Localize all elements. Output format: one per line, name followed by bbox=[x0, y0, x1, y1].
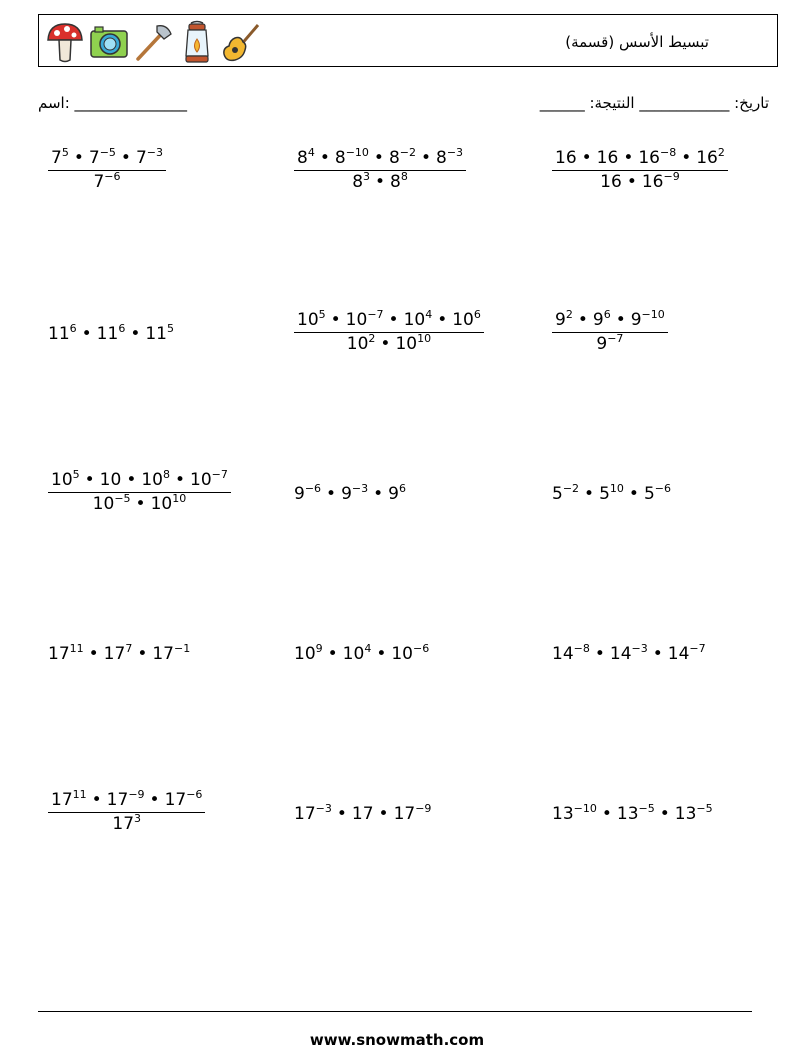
base: 17 bbox=[393, 804, 416, 824]
fraction bbox=[552, 308, 668, 354]
numerator bbox=[294, 146, 466, 171]
base: 10 bbox=[403, 310, 426, 330]
header-box bbox=[38, 14, 778, 67]
numerator bbox=[48, 788, 205, 813]
base: 9 bbox=[555, 310, 566, 330]
base: 11 bbox=[96, 324, 119, 344]
exponent: 4 bbox=[307, 146, 315, 159]
exponent: 7 bbox=[125, 642, 133, 655]
axe-icon bbox=[133, 20, 173, 64]
fraction bbox=[294, 308, 484, 354]
problem-9 bbox=[552, 482, 671, 504]
numerator bbox=[48, 468, 231, 493]
exponent: −9 bbox=[415, 802, 432, 815]
exponent: −7 bbox=[367, 308, 384, 321]
exponent: 2 bbox=[565, 308, 573, 321]
exponent: −3 bbox=[351, 482, 369, 495]
multiply-dot: • bbox=[380, 334, 391, 354]
exponent: 8 bbox=[162, 468, 170, 481]
exponent: −3 bbox=[446, 146, 464, 159]
base: 10 bbox=[342, 644, 365, 664]
date-score-field: ______ :تاريخ: ____________ النتيجة bbox=[539, 94, 769, 112]
exponent: −7 bbox=[689, 642, 706, 655]
exponent: 4 bbox=[364, 642, 372, 655]
multiply-dot: • bbox=[319, 148, 330, 168]
denominator bbox=[552, 333, 668, 353]
exponent: −6 bbox=[304, 482, 322, 495]
base: 9 bbox=[341, 484, 352, 504]
base: 13 bbox=[674, 804, 697, 824]
base: 7 bbox=[51, 148, 62, 168]
fraction bbox=[552, 146, 728, 192]
denominator bbox=[48, 493, 231, 513]
denominator bbox=[294, 171, 466, 191]
exponent: 10 bbox=[417, 332, 432, 345]
base: 9 bbox=[388, 484, 399, 504]
multiply-dot: • bbox=[73, 148, 84, 168]
base: 5 bbox=[643, 484, 655, 504]
base: 5 bbox=[552, 484, 563, 504]
base: 5 bbox=[599, 484, 610, 504]
multiply-dot: • bbox=[615, 310, 626, 330]
denominator bbox=[48, 813, 205, 833]
base: 10 bbox=[92, 494, 115, 514]
fraction bbox=[48, 468, 231, 514]
camera-icon bbox=[89, 20, 129, 64]
icon-strip bbox=[45, 19, 261, 65]
exponent: −10 bbox=[573, 802, 597, 815]
footer-divider bbox=[38, 1011, 752, 1012]
base: 7 bbox=[135, 148, 147, 168]
exponent: 9 bbox=[315, 642, 323, 655]
exponent: −8 bbox=[573, 642, 590, 655]
multiply-dot: • bbox=[378, 804, 389, 824]
base: 8 bbox=[390, 172, 401, 192]
base: 16 bbox=[638, 148, 660, 168]
exponent: −9 bbox=[128, 788, 145, 801]
base: 10 bbox=[150, 494, 173, 514]
base: 16 bbox=[600, 172, 622, 192]
problem-8 bbox=[294, 482, 406, 504]
problem-14 bbox=[294, 802, 432, 824]
multiply-dot: • bbox=[81, 324, 92, 344]
exponent: 3 bbox=[134, 812, 142, 825]
base: 8 bbox=[352, 172, 364, 192]
exponent: 6 bbox=[473, 308, 481, 321]
multiply-dot: • bbox=[594, 644, 605, 664]
multiply-dot: • bbox=[174, 470, 186, 490]
exponent: 11 bbox=[69, 642, 84, 655]
multiply-dot: • bbox=[623, 148, 634, 168]
exponent: 2 bbox=[717, 146, 725, 159]
problem-6 bbox=[552, 308, 668, 354]
base: 17 bbox=[112, 814, 135, 834]
base: 11 bbox=[145, 324, 167, 344]
multiply-dot: • bbox=[330, 310, 341, 330]
base: 16 bbox=[555, 148, 577, 168]
exponent: −3 bbox=[146, 146, 163, 159]
base: 14 bbox=[552, 644, 574, 664]
problem-4 bbox=[48, 322, 174, 344]
multiply-dot: • bbox=[376, 644, 387, 664]
multiply-dot: • bbox=[375, 172, 386, 192]
worksheet-title: تبسيط الأسس (قسمة) bbox=[565, 33, 709, 51]
base: 13 bbox=[616, 804, 639, 824]
exponent: −3 bbox=[315, 802, 332, 815]
exponent: 6 bbox=[398, 482, 406, 495]
denominator bbox=[294, 333, 484, 353]
base: 10 bbox=[190, 470, 212, 490]
exponent: 6 bbox=[118, 322, 126, 335]
multiply-dot: • bbox=[88, 644, 99, 664]
base: 8 bbox=[334, 148, 346, 168]
base: 10 bbox=[141, 470, 163, 490]
exponent: −10 bbox=[345, 146, 369, 159]
multiply-dot: • bbox=[626, 172, 637, 192]
multiply-dot: • bbox=[659, 804, 670, 824]
exponent: 5 bbox=[166, 322, 174, 335]
base: 7 bbox=[93, 172, 105, 192]
problem-10 bbox=[48, 642, 191, 664]
problem-13 bbox=[48, 788, 205, 834]
base: 10 bbox=[297, 310, 319, 330]
base: 17 bbox=[294, 804, 316, 824]
exponent: −5 bbox=[99, 146, 116, 159]
denominator bbox=[48, 171, 166, 191]
base: 16 bbox=[696, 148, 718, 168]
problem-7 bbox=[48, 468, 231, 514]
multiply-dot: • bbox=[135, 494, 146, 514]
exponent: −5 bbox=[696, 802, 713, 815]
numerator bbox=[294, 308, 484, 333]
multiply-dot: • bbox=[628, 484, 639, 504]
multiply-dot: • bbox=[84, 470, 95, 490]
exponent: −9 bbox=[663, 170, 680, 183]
base: 14 bbox=[609, 644, 632, 664]
exponent: −7 bbox=[607, 332, 624, 345]
numerator bbox=[552, 146, 728, 171]
multiply-dot: • bbox=[388, 310, 399, 330]
exponent: −6 bbox=[412, 642, 430, 655]
exponent: −2 bbox=[399, 146, 416, 159]
multiply-dot: • bbox=[373, 484, 384, 504]
name-field: اسم: _______________ bbox=[38, 94, 188, 112]
base: 16 bbox=[641, 172, 664, 192]
base: 17 bbox=[51, 790, 73, 810]
guitar-icon bbox=[221, 20, 261, 64]
exponent: −10 bbox=[641, 308, 665, 321]
base: 17 bbox=[351, 804, 374, 824]
base: 10 bbox=[99, 470, 122, 490]
base: 10 bbox=[294, 644, 316, 664]
base: 10 bbox=[345, 310, 368, 330]
multiply-dot: • bbox=[681, 148, 692, 168]
exponent: 5 bbox=[61, 146, 69, 159]
base: 11 bbox=[48, 324, 70, 344]
multiply-dot: • bbox=[584, 484, 595, 504]
exponent: −3 bbox=[631, 642, 648, 655]
multiply-dot: • bbox=[652, 644, 663, 664]
denominator bbox=[552, 171, 728, 191]
exponent: 11 bbox=[72, 788, 87, 801]
problem-1 bbox=[48, 146, 166, 192]
base: 9 bbox=[294, 484, 305, 504]
multiply-dot: • bbox=[601, 804, 612, 824]
multiply-dot: • bbox=[149, 790, 160, 810]
base: 9 bbox=[592, 310, 604, 330]
base: 9 bbox=[596, 334, 608, 354]
base: 8 bbox=[297, 148, 308, 168]
multiply-dot: • bbox=[91, 790, 102, 810]
exponent: 2 bbox=[368, 332, 376, 345]
problem-12 bbox=[552, 642, 706, 664]
multiply-dot: • bbox=[577, 310, 588, 330]
base: 10 bbox=[391, 644, 413, 664]
exponent: −6 bbox=[104, 170, 121, 183]
fraction bbox=[294, 146, 466, 192]
numerator bbox=[48, 146, 166, 171]
exponent: −5 bbox=[114, 492, 131, 505]
exponent: −2 bbox=[562, 482, 580, 495]
exponent: −1 bbox=[173, 642, 191, 655]
exponent: 10 bbox=[172, 492, 187, 505]
base: 8 bbox=[436, 148, 447, 168]
problem-11 bbox=[294, 642, 430, 664]
exponent: 8 bbox=[400, 170, 408, 183]
base: 10 bbox=[51, 470, 73, 490]
lantern-icon bbox=[177, 20, 217, 64]
base: 16 bbox=[596, 148, 619, 168]
base: 17 bbox=[164, 790, 187, 810]
fraction bbox=[48, 788, 205, 834]
multiply-dot: • bbox=[326, 484, 337, 504]
problem-5 bbox=[294, 308, 484, 354]
base: 10 bbox=[346, 334, 369, 354]
footer-url: www.snowmath.com bbox=[309, 1031, 485, 1049]
multiply-dot: • bbox=[581, 148, 592, 168]
multiply-dot: • bbox=[373, 148, 384, 168]
base: 17 bbox=[152, 644, 174, 664]
base: 7 bbox=[88, 148, 100, 168]
base: 10 bbox=[395, 334, 418, 354]
base: 9 bbox=[630, 310, 642, 330]
exponent: 6 bbox=[69, 322, 77, 335]
multiply-dot: • bbox=[327, 644, 338, 664]
problem-15 bbox=[552, 802, 713, 824]
exponent: −6 bbox=[186, 788, 203, 801]
exponent: 6 bbox=[603, 308, 611, 321]
exponent: 5 bbox=[72, 468, 80, 481]
multiply-dot: • bbox=[137, 644, 148, 664]
multiply-dot: • bbox=[336, 804, 347, 824]
base: 8 bbox=[388, 148, 400, 168]
base: 13 bbox=[552, 804, 574, 824]
exponent: 5 bbox=[318, 308, 326, 321]
exponent: 10 bbox=[609, 482, 624, 495]
fraction bbox=[48, 146, 166, 192]
exponent: 3 bbox=[363, 170, 371, 183]
problem-3 bbox=[552, 146, 728, 192]
base: 17 bbox=[106, 790, 129, 810]
multiply-dot: • bbox=[126, 470, 137, 490]
exponent: 4 bbox=[425, 308, 433, 321]
multiply-dot: • bbox=[437, 310, 448, 330]
exponent: −5 bbox=[638, 802, 655, 815]
base: 10 bbox=[452, 310, 474, 330]
mushroom-icon bbox=[45, 20, 85, 64]
multiply-dot: • bbox=[420, 148, 432, 168]
base: 17 bbox=[48, 644, 70, 664]
numerator bbox=[552, 308, 668, 333]
exponent: −7 bbox=[211, 468, 228, 481]
exponent: −6 bbox=[654, 482, 671, 495]
multiply-dot: • bbox=[120, 148, 131, 168]
exponent: −8 bbox=[659, 146, 677, 159]
base: 17 bbox=[103, 644, 126, 664]
base: 14 bbox=[667, 644, 690, 664]
multiply-dot: • bbox=[130, 324, 141, 344]
problem-2 bbox=[294, 146, 466, 192]
